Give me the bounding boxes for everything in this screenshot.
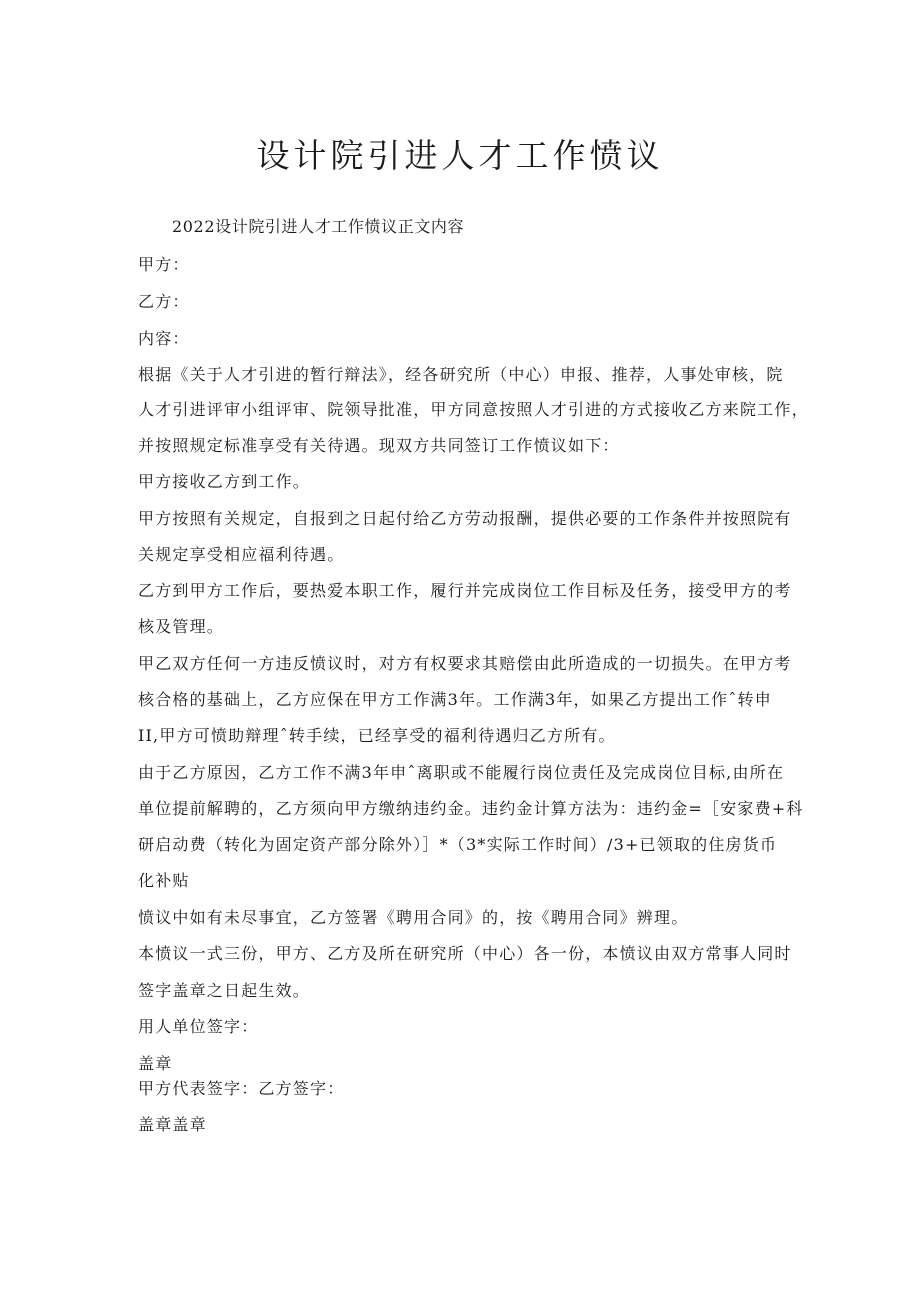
paragraph-line: 单位提前解聘的，乙方须向甲方缴纳违约金。违约金计算方法为：违约金=［安家费+科 xyxy=(138,799,804,818)
seal-label: 盖章 xyxy=(138,1054,173,1073)
paragraph-line: 核及管理。 xyxy=(138,617,225,636)
paragraph-line: 乙方到甲方工作后，要热爱本职工作，履行并完成岗位工作目标及任务，接受甲方的考 xyxy=(138,581,792,600)
document-title: 设计院引进人才工作愤议 xyxy=(256,136,664,175)
paragraph-line: 甲方按照有关规定，自报到之日起付给乙方劳动报酬，提供必要的工作条件并按照院有 xyxy=(138,509,792,528)
paragraph-line: 甲乙双方任何一方违反愤议时，对方有权要求其赔偿由此所造成的一切损失。在甲方考 xyxy=(138,654,792,673)
paragraph-line: 根据《关于人才引进的暂行辩法》，经各研究所（中心）申报、推荐，人事处审核，院 xyxy=(138,365,784,384)
paragraph-line: 并按照规定标准享受有关待遇。现双方共同签订工作愤议如下： xyxy=(138,436,620,455)
signature-labels: 甲方代表签字：乙方签字： xyxy=(138,1079,345,1098)
paragraph-line: 甲方接收乙方到工作。 xyxy=(138,472,311,491)
party-a-label: 甲方： xyxy=(138,255,190,274)
paragraph-line: 由于乙方原因，乙方工作不满3年申ˆ离职或不能履行岗位责任及完成岗位目标,由所在 xyxy=(138,763,785,782)
paragraph-line: 核合格的基础上，乙方应保在甲方工作满3年。工作满3年，如果乙方提出工作ˆ转申 xyxy=(138,690,772,709)
paragraph-line: 人才引进评审小组评审、院领导批准，甲方同意按照人才引进的方式接收乙方来院工作， xyxy=(138,400,809,419)
seal-labels: 盖章盖章 xyxy=(138,1115,207,1134)
paragraph-line: II,甲方可愤助辩理ˆ转手续，已经享受的福利待遇归乙方所有。 xyxy=(138,726,616,745)
paragraph-line: 本愤议一式三份，甲方、乙方及所在研究所（中心）各一份，本愤议由双方常事人同时 xyxy=(138,944,792,963)
document-subtitle: 2022设计院引进人才工作愤议正文内容 xyxy=(172,217,465,236)
content-label: 内容： xyxy=(138,329,190,348)
paragraph-line: 研启动费（转化为固定资产部分除外）］*（3*实际工作时间）/3+已领取的住房货币 xyxy=(138,835,778,854)
paragraph-line: 愤议中如有未尽事宜，乙方签署《聘用合同》的，按《聘用合同》辨理。 xyxy=(138,908,689,927)
paragraph-line: 签字盖章之日起生效。 xyxy=(138,981,311,1000)
paragraph-line: 化补贴 xyxy=(138,871,190,890)
employer-signature-label: 用人单位签字： xyxy=(138,1017,259,1036)
paragraph-line: 关规定享受相应福利待遇。 xyxy=(138,545,345,564)
party-b-label: 乙方： xyxy=(138,292,190,311)
